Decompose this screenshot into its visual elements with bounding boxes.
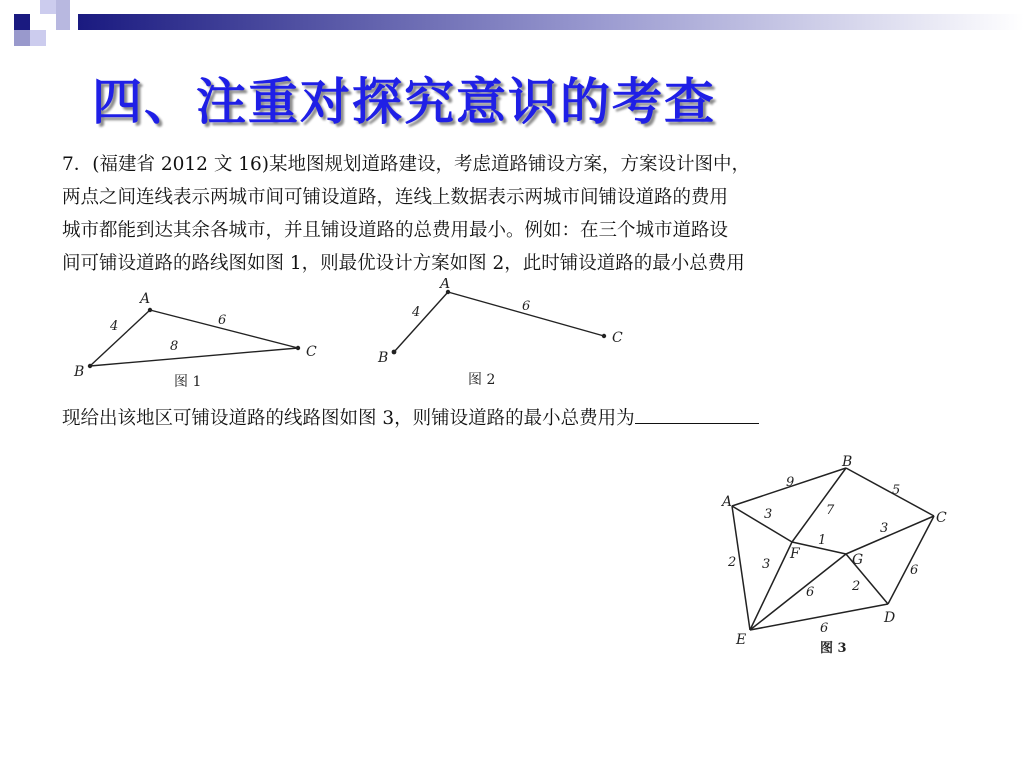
weight-fg: 1	[818, 533, 827, 548]
edge-cd	[888, 516, 934, 604]
node-label-a: A	[140, 291, 151, 307]
weight-gc: 3	[880, 521, 889, 536]
edge-bc	[846, 468, 934, 516]
weight-ac: 6	[522, 299, 531, 314]
header-gradient-bar	[0, 0, 1024, 44]
node-label-c: C	[936, 510, 947, 526]
figure-2-caption: 图 2	[468, 372, 496, 388]
deco-square-light-2	[30, 30, 46, 46]
node-label-e: E	[736, 632, 747, 648]
weight-bf: 7	[826, 503, 835, 518]
weight-ab: 9	[786, 475, 795, 490]
weight-fe: 3	[762, 557, 771, 572]
edge-gc	[846, 516, 934, 554]
weight-cd: 6	[910, 563, 919, 578]
weight-ab: 4	[412, 305, 421, 320]
edge-ab	[394, 292, 448, 352]
node-label-f: F	[790, 546, 800, 562]
weight-ed: 6	[820, 621, 829, 636]
weight-ae: 2	[728, 555, 737, 570]
paragraph-line: 城市都能到达其余各城市，并且铺设道路的总费用最小。例如：在三个城市道路设	[62, 220, 729, 241]
node-label-b: B	[378, 350, 389, 366]
edge-fe	[750, 542, 792, 630]
paragraph-line: 两点之间连线表示两城市间可铺设道路，连线上数据表示两城市间铺设道路的费用	[62, 187, 729, 208]
node-label-a: A	[440, 278, 451, 292]
edge-bf	[792, 468, 846, 542]
figure-2	[372, 278, 642, 392]
weight-gd: 2	[852, 579, 861, 594]
node-label-b: B	[842, 454, 853, 470]
node-label-b: B	[74, 364, 85, 380]
weight-ge: 6	[806, 585, 815, 600]
edge-bc	[90, 348, 298, 366]
edge-af	[732, 506, 792, 542]
question-text: 现给出该地区可铺设道路的线路图如图 3，则铺设道路的最小总费用为	[62, 408, 635, 429]
figure-3-caption: 图 3	[820, 641, 847, 656]
deco-square-mid-2	[14, 30, 30, 46]
answer-blank	[635, 405, 759, 424]
slide-title: 四、注重对探究意识的考查	[92, 73, 716, 131]
weight-bc: 8	[170, 339, 179, 354]
paragraph-line: 7．(福建省 2012 文 16)某地图规划道路建设，考虑道路铺设方案，方案设计图中，	[62, 154, 750, 175]
weight-af: 3	[764, 507, 773, 522]
node-label-c: C	[306, 344, 317, 360]
edge-ab	[90, 310, 150, 366]
edge-ed	[750, 604, 888, 630]
node-label-c: C	[612, 330, 623, 346]
figure-1	[66, 286, 336, 392]
node-label-g: G	[852, 552, 864, 568]
node-label-d: D	[884, 610, 896, 626]
weight-ab: 4	[110, 319, 119, 334]
figure-3	[712, 452, 952, 662]
paragraph-line: 间可铺设道路的路线图如图 1，则最优设计方案如图 2，此时铺设道路的最小总费用	[62, 253, 745, 274]
weight-bc: 5	[892, 483, 901, 498]
figure-1-caption: 图 1	[174, 374, 202, 390]
question-line	[62, 404, 962, 430]
weight-ac: 6	[218, 313, 227, 328]
node-label-a: A	[722, 494, 733, 510]
deco-square-mid	[56, 0, 70, 30]
problem-paragraph	[62, 148, 958, 280]
deco-square-dark	[14, 14, 30, 30]
